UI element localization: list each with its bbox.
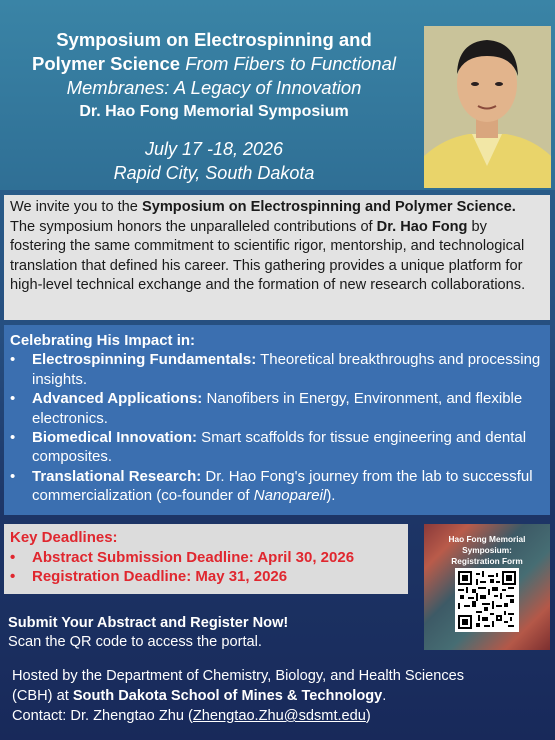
contact-line [12,706,552,726]
subtitle: Dr. Hao Fong Memorial Symposium [79,103,349,120]
deadlines-box [4,524,408,594]
event-location: Rapid City, South Dakota [113,163,315,183]
invite-text-3: by fostering the same commitment to scientific rigor, mentorship, and technological translation that defined his career. This gathering provides a unique platform for high-level technical exchange and the formation of new research collaborations. [10,218,526,294]
impact-list [10,350,542,505]
impact-label: Advanced Applications: [32,390,203,408]
bullet-icon: • [10,548,16,566]
title-block [8,28,420,185]
event-date: July 17 -18, 2026 [144,139,284,159]
impact-text: Theoretical breakthroughs and processing insights. [32,351,541,388]
invite-text-1: We invite you to the [10,199,142,215]
deadline-abstract [10,548,402,568]
header-banner [0,0,555,190]
impact-item-translational [10,467,542,506]
invitation-paragraph [4,195,550,320]
impact-text: Dr. Hao Fong's journey from the lab to successful commercialization (co-founder of [32,467,533,505]
host-info [12,666,552,726]
bullet-icon: • [10,429,16,447]
bullet-icon: • [10,467,16,485]
deadlines-list [10,548,402,587]
host-line-2 [12,686,552,706]
invite-symposium-name: Symposium on Electrospinning and Polymer Science. [141,199,516,215]
impact-heading: Celebrating His Impact in: [10,332,196,349]
title-line-2 [8,52,420,76]
title-bold-2: Polymer Science [32,53,181,74]
deadline-text: Abstract Submission Deadline: April 30, 2026 [32,548,355,566]
host-institution: South Dakota School of Mines & Technology [72,688,383,704]
submit-section [8,614,288,652]
submit-instruction: Scan the QR code to access the portal. [8,634,262,650]
host-suffix: . [382,688,387,704]
contact-prefix: Contact: Dr. Zhengtao Zhu ( [12,708,193,724]
title-italic-3: Membranes: A Legacy of Innovation [66,77,362,98]
invite-text-2: The symposium honors the unparalleled contributions of [10,218,377,235]
contact-suffix: ) [365,708,371,724]
qr-title-line-1: Hao Fong Memorial Symposium: [448,534,526,555]
invite-honoree: Dr. Hao Fong [376,218,468,235]
impact-label: Electrospinning Fundamentals: [32,351,257,369]
qr-card-title [424,534,550,567]
title-line-3 [8,76,420,100]
submit-heading: Submit Your Abstract and Register Now! [8,615,289,631]
contact-email-link[interactable]: Zhengtao.Zhu@sdsmt.edu [192,708,366,724]
impact-item-biomedical [10,428,542,467]
impact-label: Biomedical Innovation: [32,429,198,447]
deadlines-heading: Key Deadlines: [10,529,118,546]
bullet-icon: • [10,390,16,408]
company-name: Nanopareil [253,487,327,505]
impact-label: Translational Research: [32,467,202,485]
impact-section [4,325,550,515]
host-prefix: (CBH) at [12,688,73,704]
host-line-1: Hosted by the Department of Chemistry, Biology, and Health Sciences [12,668,465,684]
impact-item-fundamentals [10,350,542,389]
bullet-icon: • [10,351,16,369]
impact-text: Nanofibers in Energy, Environment, and flexible electronics. [32,390,523,427]
qr-code-icon[interactable] [455,568,519,632]
bullet-icon: • [10,568,16,585]
title-italic-2: From Fibers to Functional [180,53,396,74]
title-bold-1: Symposium on Electrospinning and [56,29,372,50]
impact-text: Smart scaffolds for tissue engineering and dental composites. [32,429,527,466]
portrait-photo [424,26,551,188]
impact-text-tail: ). [326,487,336,505]
qr-title-line-2: Registration Form [451,556,523,566]
title-line-1 [8,28,420,52]
deadline-registration [10,567,402,587]
impact-item-applications [10,389,542,428]
deadline-text: Registration Deadline: May 31, 2026 [32,568,288,585]
registration-qr-card[interactable] [424,524,550,650]
